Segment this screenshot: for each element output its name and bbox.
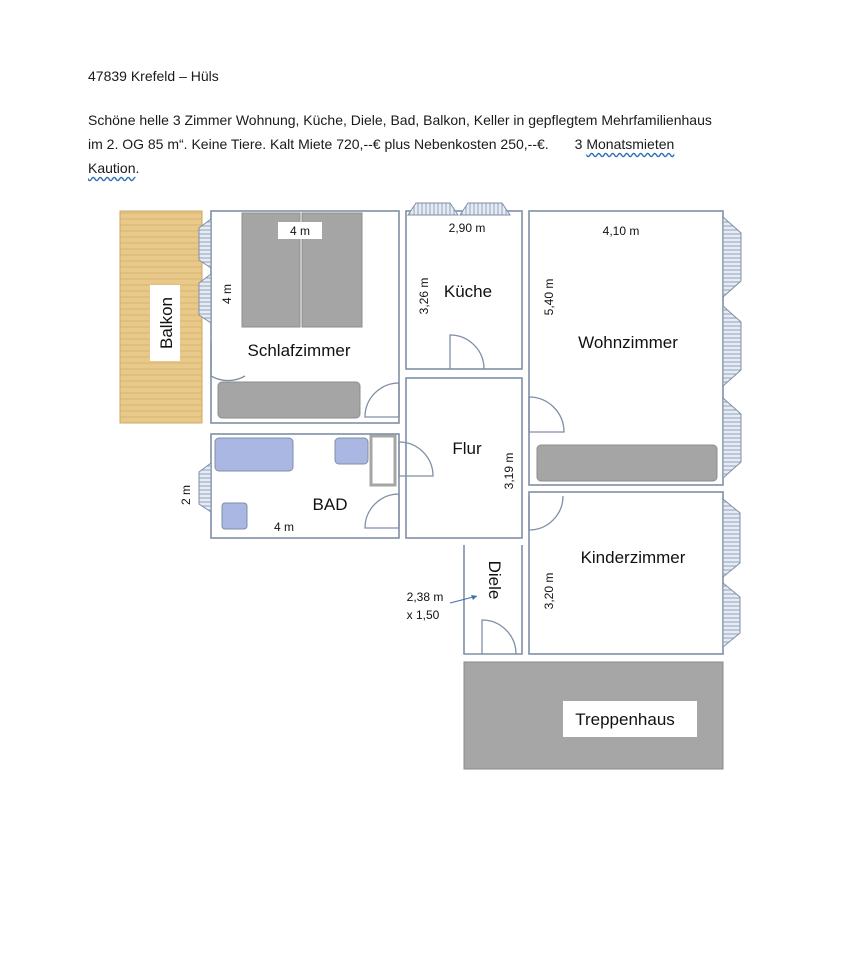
window-wohnzimmer-2 bbox=[723, 306, 741, 386]
bathtub bbox=[215, 438, 293, 471]
door-schlafzimmer-balkon bbox=[211, 342, 245, 381]
deposit-end: Kaution bbox=[88, 160, 136, 176]
deposit-word: Monatsmieten bbox=[586, 136, 675, 152]
deposit-period: . bbox=[135, 160, 140, 176]
door-kueche bbox=[450, 335, 484, 369]
window-schlafzimmer-2 bbox=[199, 274, 211, 323]
kinderzimmer-label: Kinderzimmer bbox=[580, 548, 686, 567]
bad-depth: 2 m bbox=[179, 484, 193, 506]
balkon-label: Balkon bbox=[157, 297, 176, 349]
schlafzimmer-label: Schlafzimmer bbox=[247, 341, 351, 360]
toilet bbox=[222, 503, 247, 529]
bad-label: BAD bbox=[312, 495, 348, 514]
kinderzimmer-depth: 3,20 m bbox=[542, 572, 556, 610]
wohnzimmer-depth: 5,40 m bbox=[542, 278, 556, 316]
description-line-1: Schöne helle 3 Zimmer Wohnung, Küche, Diele, Bad, Balkon, Keller in gepflegtem Mehrfamilienhaus bbox=[88, 112, 712, 128]
window-kueche-1 bbox=[408, 203, 458, 215]
schlafzimmer-width: 4 m bbox=[289, 224, 311, 238]
wohnzimmer-label: Wohnzimmer bbox=[578, 333, 678, 352]
treppenhaus-label: Treppenhaus bbox=[575, 710, 675, 729]
kinderzimmer-room bbox=[529, 492, 723, 654]
bad-cabinet bbox=[371, 436, 395, 485]
window-kueche-2 bbox=[460, 203, 510, 215]
window-kinderzimmer-2 bbox=[723, 583, 740, 647]
address-line: 47839 Krefeld – Hüls bbox=[88, 68, 219, 84]
window-wohnzimmer-1 bbox=[723, 217, 741, 297]
window-bad bbox=[199, 463, 211, 512]
diele-size-line2: x 1,50 bbox=[406, 608, 440, 622]
window-wohnzimmer-3 bbox=[723, 398, 741, 478]
kueche-depth: 3,26 m bbox=[417, 277, 431, 315]
kueche-label: Küche bbox=[443, 282, 493, 301]
flur-label: Flur bbox=[452, 439, 482, 458]
door-bad bbox=[365, 494, 399, 528]
door-wohnzimmer bbox=[529, 397, 564, 432]
door-schlafzimmer-flur bbox=[365, 383, 399, 417]
door-kinderzimmer bbox=[529, 496, 563, 530]
flur-depth: 3,19 m bbox=[502, 452, 516, 490]
description-line-2-text: im 2. OG 85 m“. Keine Tiere. Kalt Miete 720,--€ plus Nebenkosten 250,--€. bbox=[88, 136, 549, 152]
wardrobe-schlafzimmer bbox=[218, 382, 360, 418]
diele-size-line1: 2,38 m bbox=[406, 590, 444, 604]
washbasin bbox=[335, 438, 368, 464]
diele-label: Diele bbox=[485, 560, 504, 600]
wohnzimmer-width: 4,10 m bbox=[602, 224, 640, 238]
window-kinderzimmer-1 bbox=[723, 499, 740, 577]
schlafzimmer-depth: 4 m bbox=[220, 283, 234, 305]
sofa-wohnzimmer bbox=[537, 445, 717, 481]
kueche-width: 2,90 m bbox=[448, 221, 486, 235]
door-bad-flur bbox=[399, 442, 433, 476]
bad-width: 4 m bbox=[273, 520, 295, 534]
window-schlafzimmer-1 bbox=[199, 219, 211, 268]
door-diele bbox=[482, 620, 516, 654]
deposit-count: 3 bbox=[574, 136, 583, 152]
